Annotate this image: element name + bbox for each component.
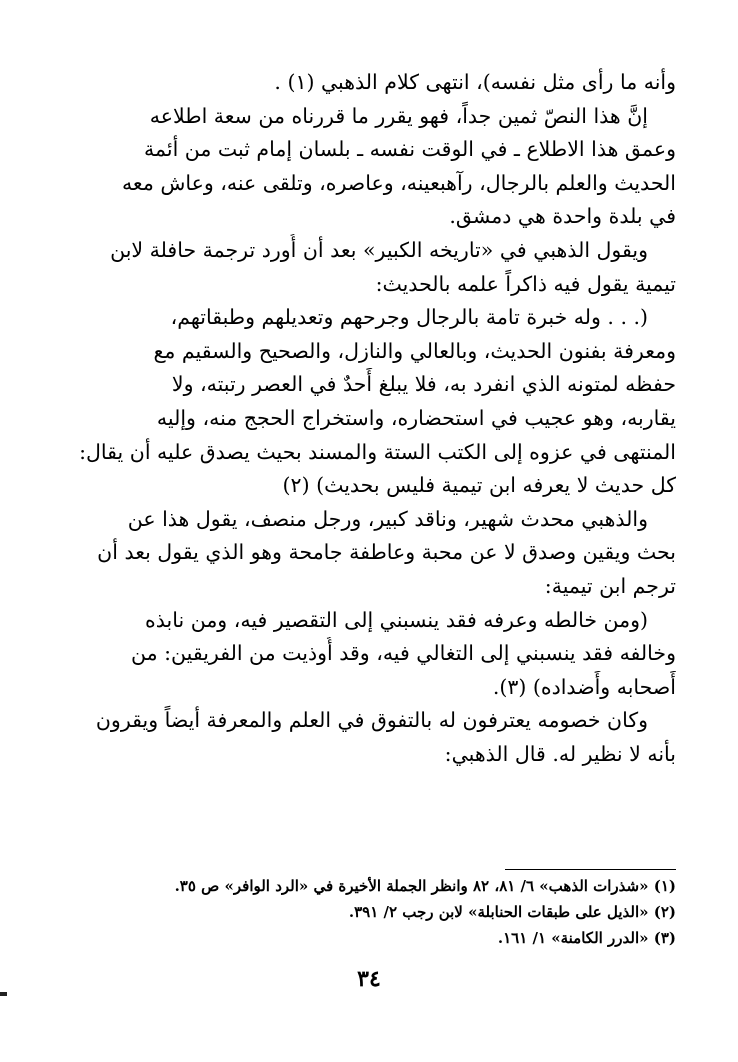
text-line: بأنه لا نظير له. قال الذهبي:: [444, 741, 676, 766]
text-line: الحديث والعلم بالرجال، رآهبعينه، وعاصره، وتلقى عنه، وعاش معه: [121, 170, 676, 195]
main-text: [66, 66, 676, 771]
text-line: كل حديث لا يعرفه ابن تيمية فليس بحديث) (٢): [282, 473, 676, 498]
text-line: والذهبي محدث شهير، وناقد كبير، ورجل منصف، يقول هذا عن: [127, 506, 648, 531]
text-line: حفظه لمتونه الذي انفرد به، فلا يبلغ أَحدٌ في العصر رتبته، ولا: [171, 372, 676, 397]
footnote: (١) «شذرات الذهب» ٦/ ٨١، ٨٢ وانظر الجملة الأخيرة في «الرد الوافر» ص ٣٥.: [174, 877, 676, 895]
footnotes: [66, 873, 676, 951]
footnote: (٣) «الدرر الكامنة» ١/ ١٦١.: [497, 929, 676, 947]
footnote: (٢) «الذيل على طبقات الحنابلة» لابن رجب ٢/ ٣٩١.: [348, 903, 676, 921]
text-line: (ومن خالطه وعرفه فقد ينسبني إلى التقصير فيه، ومن نابذه: [145, 607, 648, 632]
text-line: وكان خصومه يعترفون له بالتفوق في العلم والمعرفة أيضاً ويقرون: [95, 708, 648, 733]
text-line: (. . . وله خبرة تامة بالرجال وجرحهم وتعديلهم وطبقاتهم،: [170, 305, 648, 330]
text-line: بحث ويقين وصدق لا عن محبة وعاطفة جامحة وهو الذي يقول بعد أن: [97, 540, 676, 565]
page-number: ٣٤: [357, 966, 381, 992]
text-line: إنَّ هذا النصّ ثمين جداً، فهو يقرر ما قررناه من سعة اطلاعه: [149, 103, 648, 128]
text-line: يقاربه، وهو عجيب في استحضاره، واستخراج الحجج منه، وإليه: [156, 405, 676, 430]
text-line: أَصحابه وأَضداده) (٣).: [492, 674, 676, 699]
text-line: ترجم ابن تيمية:: [544, 573, 676, 598]
text-line: المنتهى في عزوه إلى الكتب الستة والمسند بحيث يصدق عليه أن يقال:: [79, 439, 676, 464]
text-line: ومعرفة بفنون الحديث، وبالعالي والنازل، والصحيح والسقيم مع: [153, 338, 676, 363]
text-line: ويقول الذهبي في «تاريخه الكبير» بعد أن أُورد ترجمة حافلة لابن: [110, 237, 648, 262]
text-line: وأنه ما رأى مثل نفسه)، انتهى كلام الذهبي (١) .: [274, 70, 676, 94]
footnote-divider: [505, 869, 676, 870]
text-line: في بلدة واحدة هي دمشق.: [449, 204, 676, 229]
text-line: وعمق هذا الاطلاع ـ في الوقت نفسه ـ بلسان إمام ثبت من أئمة: [144, 137, 676, 162]
scan-edge-mark: [0, 992, 7, 996]
text-line: وخالفه فقد ينسبني إلى التغالي فيه، وقد أُوذيت من الفريقين: من: [131, 641, 676, 666]
text-line: تيمية يقول فيه ذاكراً علمه بالحديث:: [375, 271, 676, 296]
